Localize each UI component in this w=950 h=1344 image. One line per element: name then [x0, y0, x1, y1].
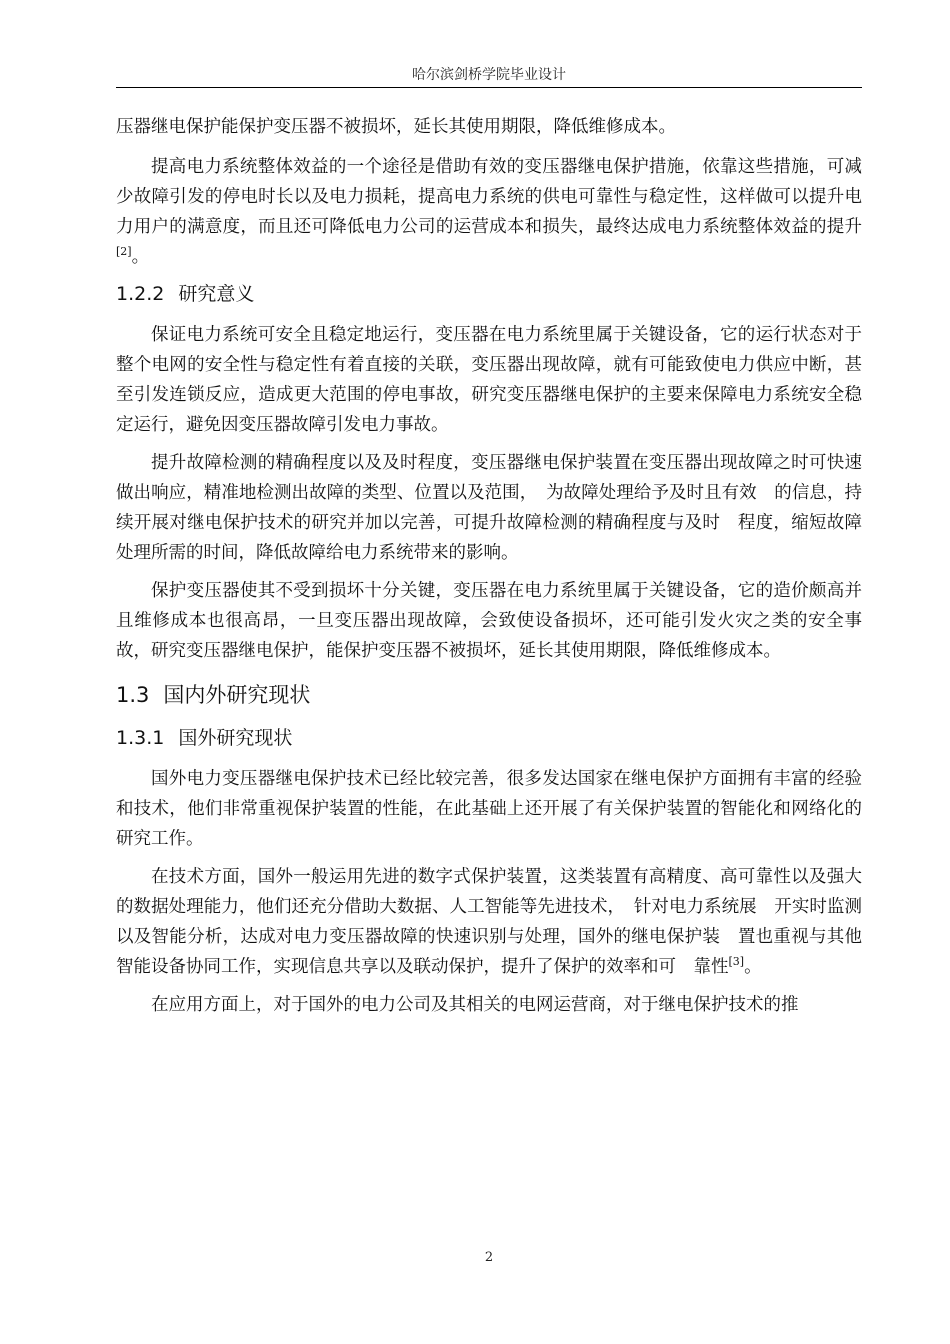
paragraph-text: 提高电力系统整体效益的一个途径是借助有效的变压器继电保护措施，依靠这些措施，可减少故障引发的停电时长以及电力损耗，提高电力系统的供电可靠性与稳定性，这样做可以提升电力用户的满意度，而且还可降低电力公司的运营成本和损失，最终达成电力系统整体效益的提升: [116, 157, 862, 237]
header-rule: [116, 87, 862, 88]
body-content: [116, 112, 862, 1020]
paragraph-efficiency: [116, 152, 862, 272]
paragraph-significance-3: 保护变压器使其不受到损坏十分关键，变压器在电力系统里属于关键设备，它的造价颇高并且维修成本也很高昂，一旦变压器出现故障，会致使设备损坏，还可能引发火灾之类的安全事故，研究变压器继电保护，能保护变压器不被损坏，延长其使用期限，降低维修成本。: [116, 581, 862, 661]
section-title: 国外研究现状: [178, 727, 293, 749]
paragraph-text: 在技术方面，国外一般运用先进的数字式保护装置，这类装置有高精度、高可靠性以及强大的数据处理能力，他们还充分借助大数据、人工智能等先进技术， 针对电力系统展 开实时监测以及智能分析，达成对电力变压器故障的快速识别与处理，国外的继电保护装 置也重视与其他智能设备协同工作，实现信息共享以及联动保护，提升了保护的效率和可 靠性: [116, 867, 862, 977]
paragraph-significance-1: 保证电力系统可安全且稳定地运行，变压器在电力系统里属于关键设备，它的运行状态对于整个电网的安全性与稳定性有着直接的关联，变压器出现故障，就有可能致使电力供应中断，甚至引发连锁反应，造成更大范围的停电事故，研究变压器继电保护的主要来保障电力系统安全稳定运行，避免因变压器故障引发电力事故。: [116, 325, 862, 435]
section-heading-1-2-2: [116, 280, 862, 308]
paragraph-end: 。: [131, 247, 150, 267]
section-heading-1-3: [116, 680, 862, 710]
section-title: 研究意义: [178, 283, 255, 305]
citation-ref: [2]: [116, 245, 132, 259]
paragraph-foreign-3: 在应用方面上，对于国外的电力公司及其相关的电网运营商，对于继电保护技术的推: [151, 995, 799, 1015]
section-number: 1.3.1: [116, 727, 165, 749]
paragraph-continuation: 压器继电保护能保护变压器不被损坏，延长其使用期限，降低维修成本。: [116, 117, 676, 137]
section-title: 国内外研究现状: [163, 683, 311, 707]
paragraph-significance-2: 提升故障检测的精确程度以及及时程度，变压器继电保护装置在变压器出现故障之时可快速做出响应，精准地检测出故障的类型、位置以及范围， 为故障处理给予及时且有效 的信息，持续开展对继电保护技术的研究并加以完善，可提升故障检测的精确程度与及时 程度，缩短故障处理所需的时间，降低故障给电力系统带来的影响。: [116, 453, 862, 563]
page-header: 哈尔滨剑桥学院毕业设计: [412, 67, 566, 83]
section-number: 1.3: [116, 683, 150, 707]
section-heading-1-3-1: [116, 724, 862, 752]
section-number: 1.2.2: [116, 283, 165, 305]
paragraph-foreign-1: 国外电力变压器继电保护技术已经比较完善，很多发达国家在继电保护方面拥有丰富的经验和技术，他们非常重视保护装置的性能，在此基础上还开展了有关保护装置的智能化和网络化的研究工作。: [116, 769, 862, 849]
paragraph-end: 。: [744, 957, 762, 977]
paragraph-foreign-2: [116, 862, 862, 982]
page-number: 2: [484, 1250, 494, 1265]
citation-ref: [3]: [728, 955, 745, 969]
